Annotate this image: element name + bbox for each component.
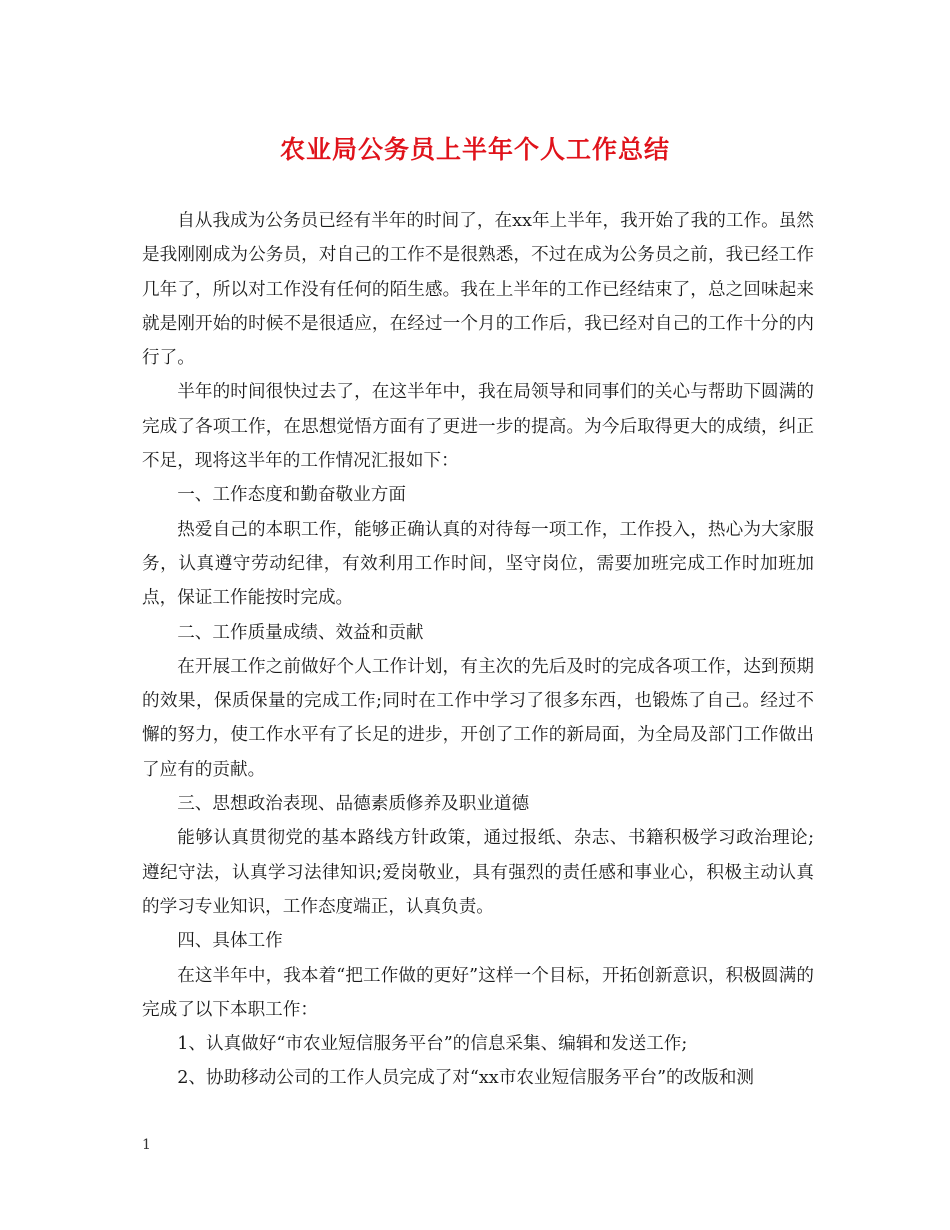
- section-heading-4: 四、具体工作: [177, 931, 283, 952]
- paragraph-section-4: 在这半年中，我本着“把工作做的更好”这样一个目标，开拓创新意识，积极圆满的完成了以下本职工作：: [142, 965, 814, 1020]
- list-item-1: 1、认真做好“市农业短信服务平台”的信息采集、编辑和发送工作;: [177, 1034, 688, 1055]
- page-number: 1: [142, 1137, 151, 1153]
- paragraph-section-1: 热爱自己的本职工作，能够正确认真的对待每一项工作，工作投入，热心为大家服务，认真遵守劳动纪律，有效利用工作时间，坚守岗位，需要加班完成工作时加班加点，保证工作能按时完成。: [142, 519, 814, 609]
- section-heading-1: 一、工作态度和勤奋敬业方面: [177, 485, 406, 506]
- section-heading-3: 三、思想政治表现、品德素质修养及职业道德: [177, 794, 530, 815]
- section-heading-2: 二、工作质量成绩、效益和贡献: [177, 622, 424, 643]
- paragraph-intro: 自从我成为公务员已经有半年的时间了，在xx年上半年，我开始了我的工作。虽然是我刚刚成为公务员，对自己的工作不是很熟悉，不过在成为公务员之前，我已经工作几年了，所以对工作没有任何的陌生感。我在上半年的工作已经结束了，总之回味起来就是刚开始的时候不是很适应，在经过一个月的工作后，我已经对自己的工作十分的内行了。: [142, 211, 814, 369]
- paragraph-section-3: 能够认真贯彻党的基本路线方针政策，通过报纸、杂志、书籍积极学习政治理论;遵纪守法，认真学习法律知识;爱岗敬业，具有强烈的责任感和事业心，积极主动认真的学习专业知识，工作态度端正，认真负责。: [142, 828, 814, 917]
- list-item-2: 2、协助移动公司的工作人员完成了对“xx市农业短信服务平台”的改版和测: [177, 1068, 755, 1089]
- document-body: [142, 204, 814, 1096]
- paragraph-summary: 半年的时间很快过去了，在这半年中，我在局领导和同事们的关心与帮助下圆满的完成了各项工作，在思想觉悟方面有了更进一步的提高。为今后取得更大的成绩，纠正不足，现将这半年的工作情况汇报如下：: [142, 382, 814, 472]
- paragraph-section-2: 在开展工作之前做好个人工作计划，有主次的先后及时的完成各项工作，达到预期的效果，保质保量的完成工作;同时在工作中学习了很多东西，也锻炼了自己。经过不懈的努力，使工作水平有了长足的进步，开创了工作的新局面，为全局及部门工作做出了应有的贡献。: [142, 656, 814, 780]
- document-title: 农业局公务员上半年个人工作总结: [279, 135, 670, 164]
